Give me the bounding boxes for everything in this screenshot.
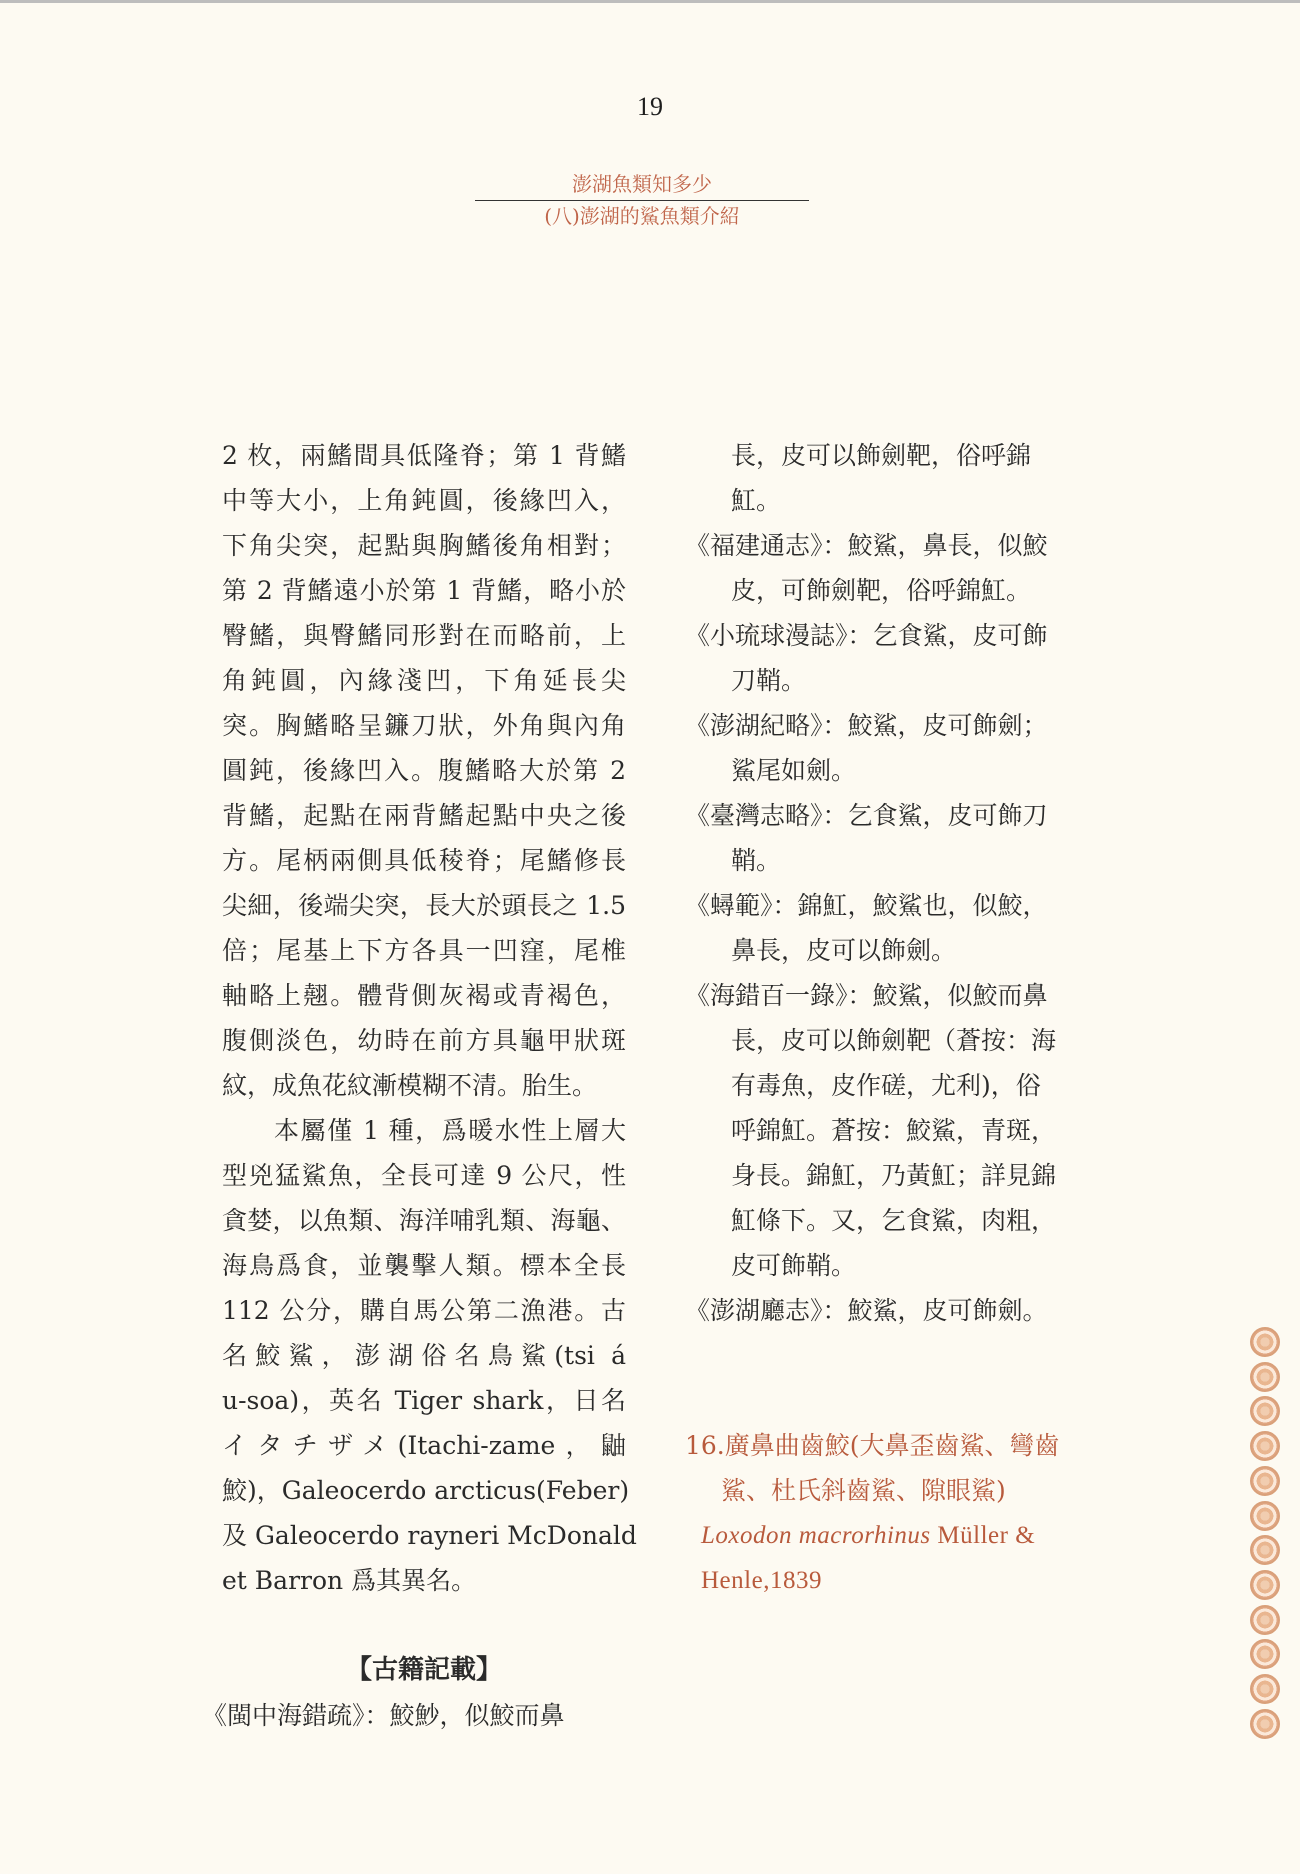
citation-line: 皮，可飾劍靶，俗呼錦魟。	[731, 576, 1032, 605]
text-line: 中等大小，上角鈍圓，後緣凹入，	[222, 486, 626, 515]
top-border	[0, 0, 1300, 3]
ornament-icon	[1250, 1570, 1280, 1600]
running-header	[475, 170, 809, 231]
text-line: 圓鈍，後緣凹入。腹鰭略大於第 2	[222, 756, 626, 785]
text-line: 2 枚，兩鰭間具低隆脊；第 1 背鰭	[222, 441, 626, 470]
text-line: 倍；尾基上下方各具一凹窪，尾椎	[222, 936, 626, 965]
text-line: 背鰭，起點在兩背鰭起點中央之後	[222, 801, 626, 830]
ornament-icon	[1250, 1501, 1280, 1531]
citation-line: 有毒魚，皮作磋，尤利)，俗	[731, 1071, 1041, 1100]
citation-entry	[685, 793, 1090, 883]
description-paragraph	[222, 433, 626, 1108]
citation-line: 《海錯百一錄》：鮫鯊，似鮫而鼻	[685, 981, 1048, 1010]
text-line: 本屬僅 1 種，爲暖水性上層大	[274, 1116, 626, 1145]
ornament-icon	[1250, 1535, 1280, 1565]
citation-line: 《蟳範》：錦魟，鮫鯊也，似鮫，	[685, 891, 1048, 920]
text-line: 及 Galeocerdo rayneri McDonald	[222, 1521, 637, 1550]
ornament-icon	[1250, 1362, 1280, 1392]
scientific-binomial: Loxodon macrorhinus	[701, 1522, 931, 1549]
citation-line: 《福建通志》：鮫鯊，鼻長，似鮫	[685, 531, 1048, 560]
ornament-icon	[1250, 1327, 1280, 1357]
text-line: u-soa)，英名 Tiger shark，日名	[222, 1386, 626, 1415]
right-column	[685, 433, 1090, 1603]
citation-line: 鞘。	[731, 846, 782, 875]
ornament-icon	[1250, 1709, 1280, 1739]
ornament-icon	[1250, 1639, 1280, 1669]
ornament-icon	[1250, 1396, 1280, 1426]
citation-line: 鼻長，皮可以飾劍。	[731, 936, 957, 965]
ornament-icon	[1250, 1674, 1280, 1704]
citation-entry	[685, 883, 1090, 973]
citation-line: 《臺灣志略》：乞食鯊，皮可飾刀	[685, 801, 1048, 830]
citation-entry	[685, 523, 1090, 613]
species-title: 16.廣鼻曲齒鮫(大鼻歪齒鯊、彎齒	[685, 1431, 1060, 1460]
running-header-subtitle: (八)澎湖的鯊魚類介紹	[544, 204, 740, 228]
scientific-author-year: Henle,1839	[701, 1567, 822, 1594]
citation-line: 《小琉球漫誌》：乞食鯊，皮可飾	[685, 621, 1048, 650]
text-line: 海鳥爲食，並襲擊人類。標本全長	[222, 1251, 626, 1280]
citation-line: 呼錦魟。蒼按：鮫鯊，青斑，	[731, 1116, 1057, 1145]
citation-line: 《澎湖紀略》：鮫鯊，皮可飾劍；	[685, 711, 1048, 740]
text-line: 方。尾柄兩側具低稜脊；尾鰭修長	[222, 846, 626, 875]
citation-line: 長，皮可以飾劍靶（蒼按：海	[731, 1026, 1057, 1055]
text-line: 第 2 背鰭遠小於第 1 背鰭，略小於	[222, 576, 626, 605]
text-line: 角鈍圓，內緣淺凹，下角延長尖	[222, 666, 626, 695]
citation-line: 《閩中海錯疏》：鮫魦，似鮫而鼻	[202, 1701, 565, 1730]
text-line: 尖細，後端尖突，長大於頭長之 1.5	[222, 891, 626, 920]
ornament-icon	[1250, 1605, 1280, 1635]
scientific-name	[685, 1513, 1090, 1558]
citation-line: 長，皮可以飾劍靶，俗呼錦	[731, 441, 1032, 470]
text-line: 紋，成魚花紋漸模糊不清。胎生。	[222, 1071, 598, 1100]
species-heading	[685, 1423, 1090, 1603]
text-line: 下角尖突，起點與胸鰭後角相對；	[222, 531, 626, 560]
citation-entry	[685, 1288, 1090, 1333]
citation-entry	[685, 703, 1090, 793]
scientific-author: Müller &	[930, 1522, 1036, 1549]
citation-entry	[685, 613, 1090, 703]
text-line: et Barron 爲其異名。	[222, 1566, 477, 1595]
citation-line: 魟條下。又，乞食鯊，肉粗，	[731, 1206, 1057, 1235]
citation-line: 身長。錦魟，乃黃魟；詳見錦	[731, 1161, 1057, 1190]
distribution-paragraph	[222, 1108, 637, 1603]
text-line: 型兇猛鯊魚，全長可達 9 公尺，性	[222, 1161, 626, 1190]
citation-line: 《澎湖廳志》：鮫鯊，皮可飾劍。	[685, 1296, 1048, 1325]
text-line: 112 公分，購自馬公第二漁港。古	[222, 1296, 626, 1325]
text-line: 貪婪，以魚類、海洋哺乳類、海龜、	[222, 1206, 626, 1235]
text-line: 腹側淡色，幼時在前方具龜甲狀斑	[222, 1026, 626, 1055]
ornament-icon	[1250, 1466, 1280, 1496]
text-line: 突。胸鰭略呈鐮刀狀，外角與內角	[222, 711, 626, 740]
ornament-icon	[1250, 1431, 1280, 1461]
text-line: 鮫)，Galeocerdo arcticus(Feber)	[222, 1476, 630, 1505]
citation-entry	[685, 433, 1090, 523]
running-header-title: 澎湖魚類知多少	[475, 170, 809, 201]
citation-line: 鯊尾如劍。	[731, 756, 857, 785]
decorative-border	[1247, 1327, 1283, 1739]
text-line: 臀鰭，與臀鰭同形對在而略前，上	[222, 621, 626, 650]
text-line: 名鮫鯊，澎湖俗名鳥鯊(tsi á	[222, 1341, 626, 1370]
text-line: 軸略上翹。體背側灰褐或青褐色，	[222, 981, 626, 1010]
ancient-records-heading: 【古籍記載】	[345, 1655, 502, 1685]
text-line: イタチザメ(Itachi-zame，鼬	[222, 1431, 626, 1460]
page-number: 19	[637, 92, 663, 121]
citation-line: 刀鞘。	[731, 666, 807, 695]
citation-line: 皮可飾鞘。	[731, 1251, 857, 1280]
citation-entry	[685, 973, 1090, 1288]
citation-line: 魟。	[731, 486, 782, 515]
species-aliases: 鯊、杜氏斜齒鯊、隙眼鯊)	[721, 1476, 1006, 1505]
left-column	[202, 433, 637, 1738]
